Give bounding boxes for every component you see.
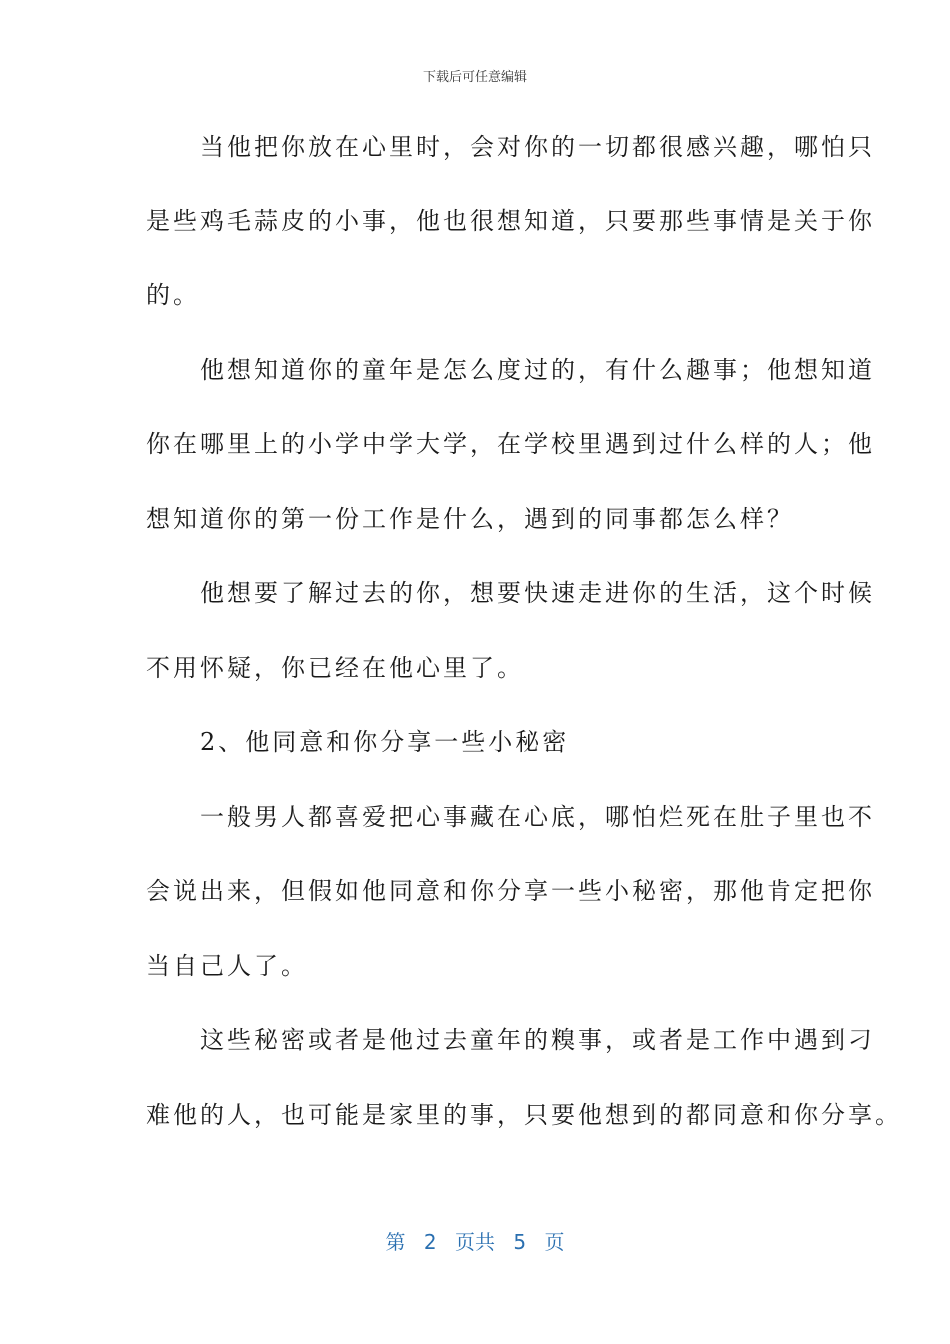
total-page-number: 5	[513, 1230, 527, 1254]
page-number-footer	[0, 1226, 950, 1255]
paragraph-line: 你在哪里上的小学中学大学，在学校里遇到过什么样的人；他	[146, 430, 875, 458]
paragraph-line: 当他把你放在心里时，会对你的一切都很感兴趣，哪怕只	[146, 133, 875, 161]
paragraph-line: 他想要了解过去的你，想要快速走进你的生活，这个时候	[146, 579, 875, 607]
page-header: 下载后可任意编辑	[422, 70, 527, 85]
paragraph-line: 他想知道你的童年是怎么度过的，有什么趣事；他想知道	[146, 356, 875, 384]
paragraph-line: 会说出来，但假如他同意和你分享一些小秘密，那他肯定把你	[146, 877, 875, 905]
footer-label-ye-gong: 页共	[455, 1230, 495, 1254]
current-page-number: 2	[423, 1230, 437, 1254]
paragraph-line: 的。	[146, 281, 200, 309]
paragraph-line: 这些秘密或者是他过去童年的糗事，或者是工作中遇到刁	[146, 1026, 875, 1054]
paragraph-line: 难他的人，也可能是家里的事，只要他想到的都同意和你分享。	[146, 1101, 902, 1129]
section-heading: 2、他同意和你分享一些小秘密	[146, 728, 570, 756]
footer-label-ye: 页	[544, 1230, 565, 1254]
paragraph-line: 想知道你的第一份工作是什么，遇到的同事都怎么样？	[146, 505, 794, 533]
paragraph-line: 当自己人了。	[146, 952, 308, 980]
paragraph-line: 是些鸡毛蒜皮的小事，他也很想知道，只要那些事情是关于你	[146, 207, 875, 235]
paragraph-line: 不用怀疑，你已经在他心里了。	[146, 654, 524, 682]
paragraph-line: 一般男人都喜爱把心事藏在心底，哪怕烂死在肚子里也不	[146, 803, 875, 831]
footer-label-di: 第	[385, 1230, 406, 1254]
